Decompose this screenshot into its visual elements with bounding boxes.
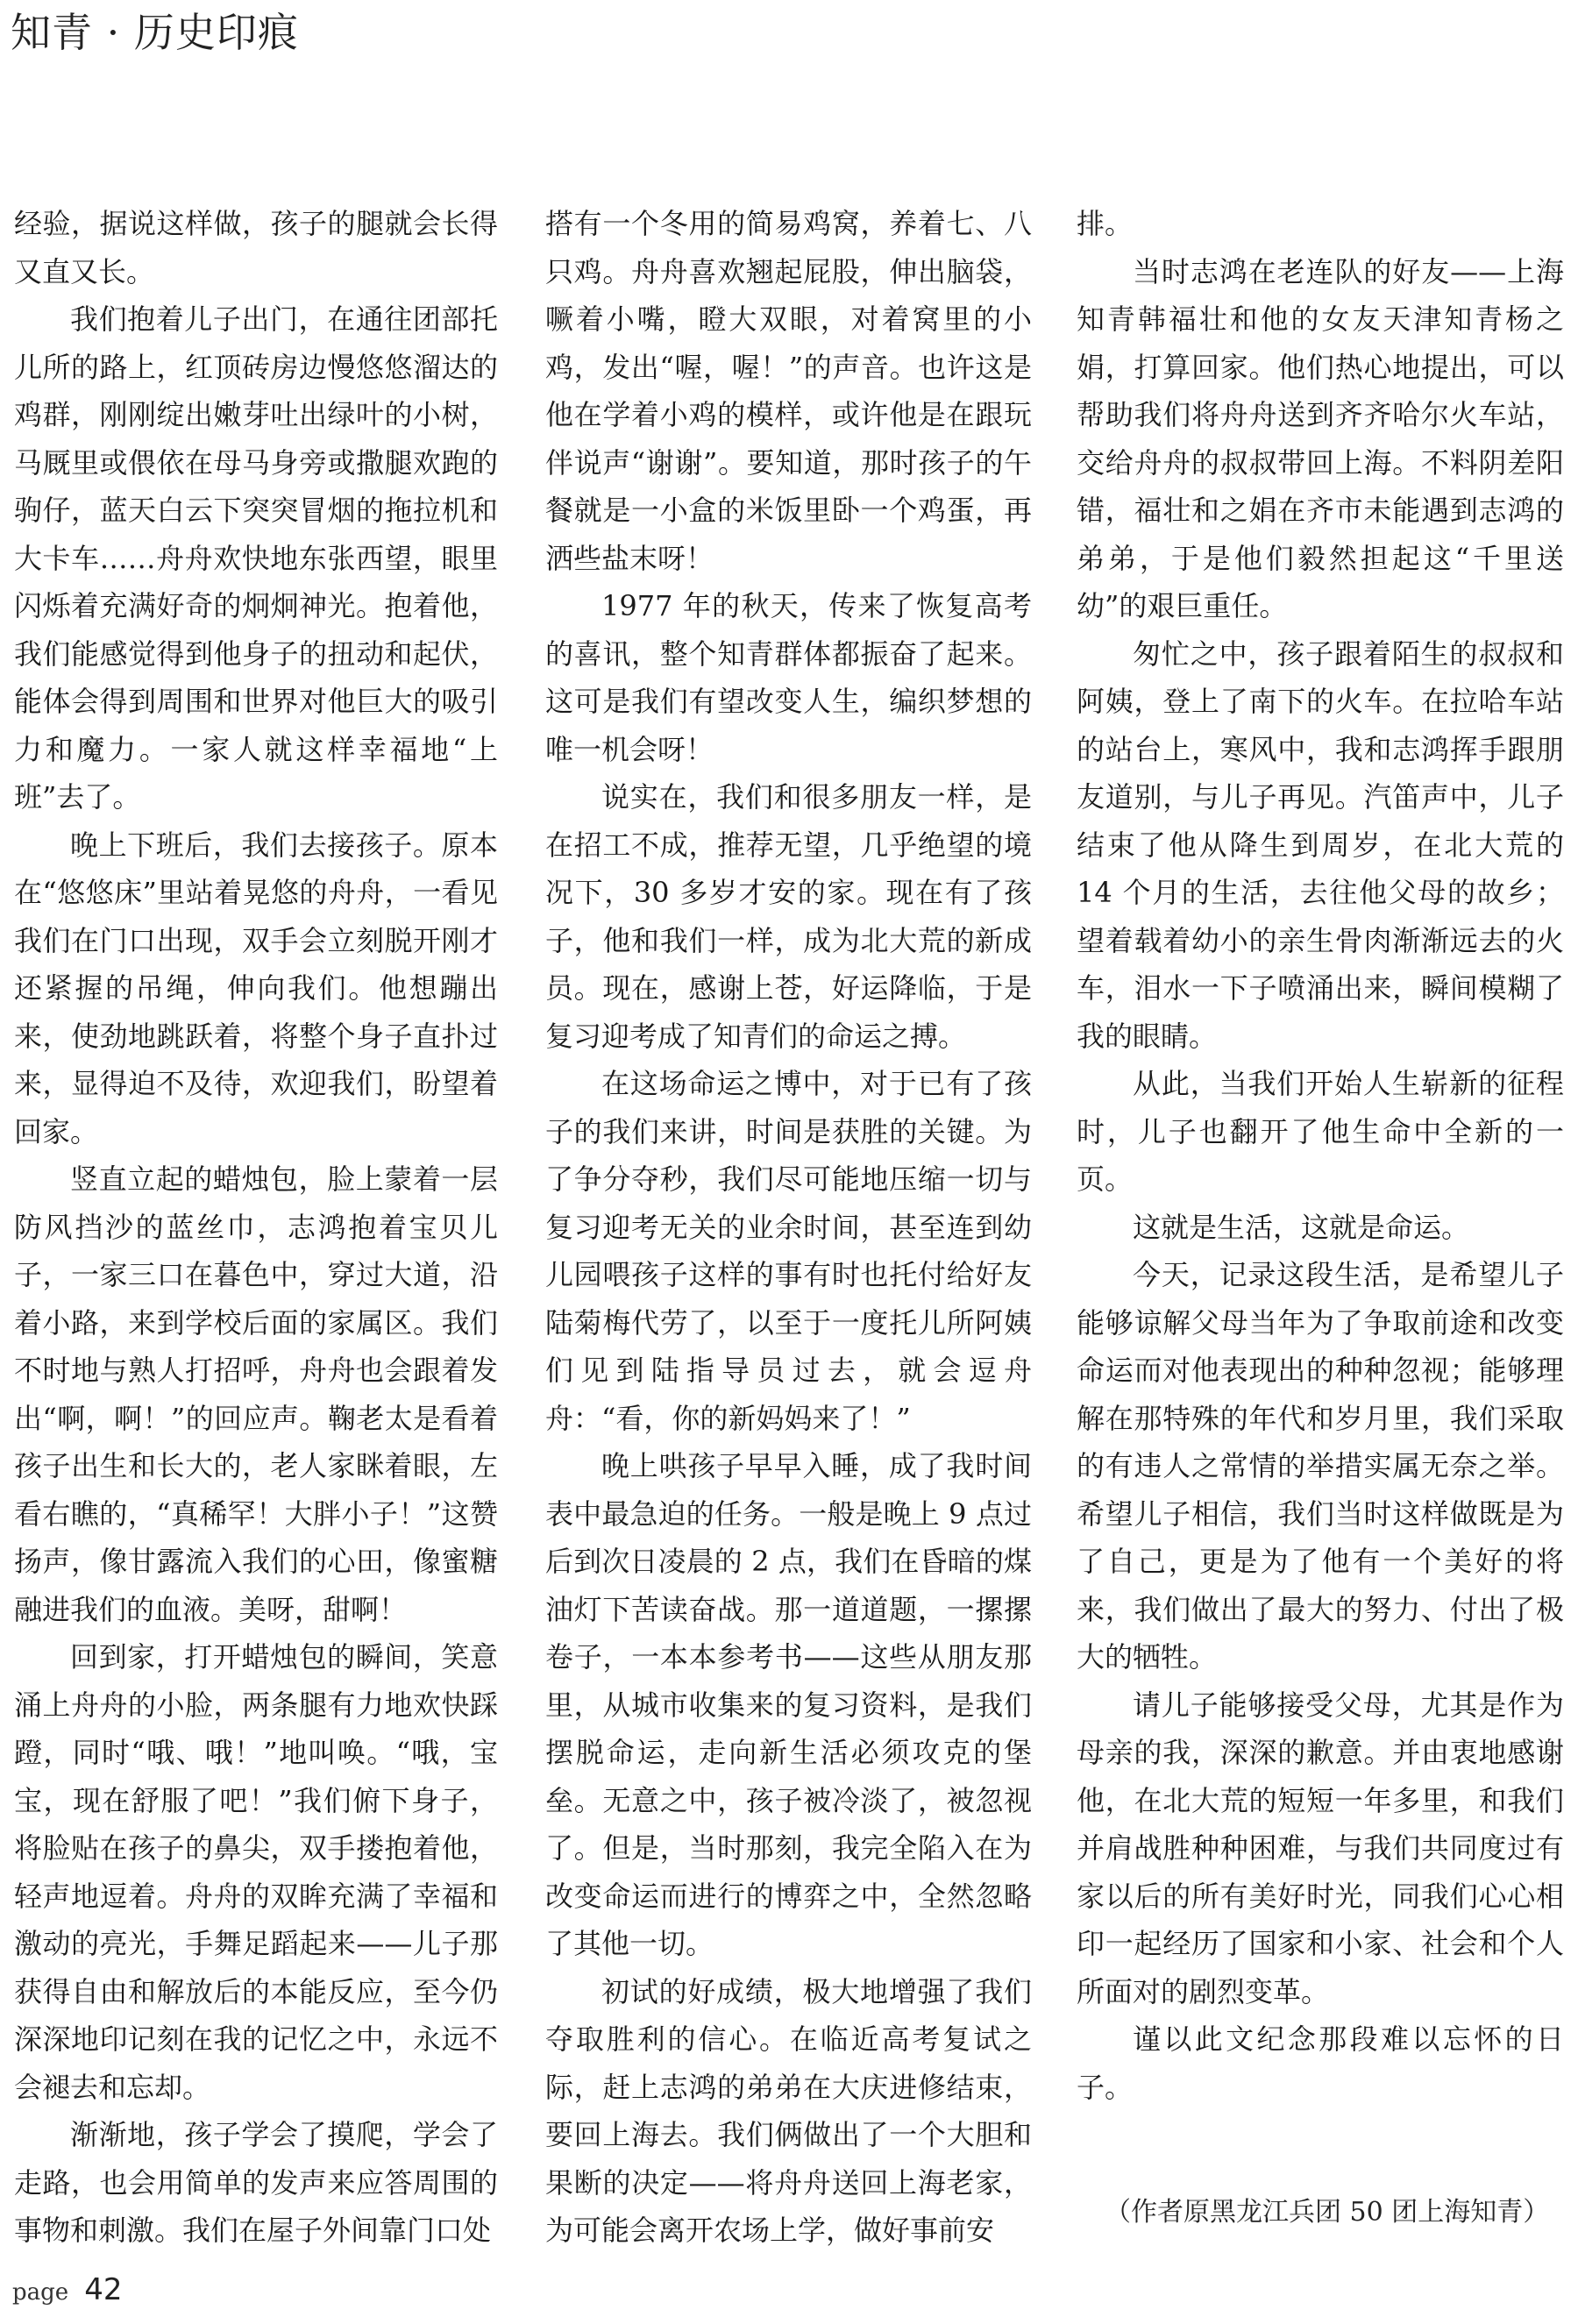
page-number: 42 — [84, 2272, 123, 2307]
article-column-3 — [1077, 200, 1564, 2111]
paragraph: 回到家，打开蜡烛包的瞬间，笑意涌上舟舟的小脸，两条腿有力地欢快踩蹬，同时“哦、哦！”地叫唤。“哦，宝宝，现在舒服了吧！”我们俯下身子，将脸贴在孩子的鼻尖，双手搂抱着他，轻声地逗着。舟舟的双眸充满了幸福和激动的亮光，手舞足蹈起来——儿子那获得自由和解放后的本能反应，至今仍深深地印记刻在我的记忆之中，永远不会褪去和忘却。 — [14, 1640, 498, 2104]
paragraph: 1977 年的秋天，传来了恢复高考的喜讯，整个知青群体都振奋了起来。这可是我们有望改变人生，编织梦想的唯一机会呀！ — [545, 589, 1032, 766]
paragraph: 请儿子能够接受父母，尤其是作为母亲的我，深深的歉意。并由衷地感谢他，在北大荒的短短一年多里，和我们并肩战胜种种困难，与我们共同度过有家以后的所有美好时光，同我们心心相印一起经历了国家和小家、社会和个人所面对的剧烈变革。 — [1077, 1688, 1564, 2008]
paragraph: 排。 — [1077, 207, 1134, 240]
paragraph: 我们抱着儿子出门，在通往团部托儿所的路上，红顶砖房边慢悠悠溜达的鸡群，刚刚绽出嫩芽吐出绿叶的小树，马厩里或偎依在母马身旁或撒腿欢跑的驹仔，蓝天白云下突突冒烟的拖拉机和大卡车……舟舟欢快地东张西望，眼里闪烁着充满好奇的炯炯神光。抱着他，我们能感觉得到他身子的扭动和起伏，能体会得到周围和世界对他巨大的吸引力和魔力。一家人就这样幸福地“上班”去了。 — [14, 302, 498, 814]
paragraph: 晚上下班后，我们去接孩子。原本在“悠悠床”里站着晃悠的舟舟，一看见我们在门口出现，双手会立刻脱开刚才还紧握的吊绳，伸向我们。他想蹦出来，使劲地跳跃着，将整个身子直扑过来，显得迫不及待，欢迎我们，盼望着回家。 — [14, 828, 498, 1148]
article-column-2 — [545, 200, 1032, 2255]
article-column-1 — [14, 200, 498, 2255]
page-label: page — [12, 2279, 69, 2306]
paragraph: 搭有一个冬用的简易鸡窝，养着七、八只鸡。舟舟喜欢翘起屁股，伸出脑袋，噘着小嘴，瞪大双眼，对着窝里的小鸡，发出“喔，喔！”的声音。也许这是他在学着小鸡的模样，或许他是在跟玩伴说声“谢谢”。要知道，那时孩子的午餐就是一小盒的米饭里卧一个鸡蛋，再洒些盐末呀！ — [545, 207, 1032, 575]
paragraph: 说实在，我们和很多朋友一样，是在招工不成，推荐无望，几乎绝望的境况下，30 多岁才安的家。现在有了孩子，他和我们一样，成为北大荒的新成员。现在，感谢上苍，好运降临，于是复习迎考成了知青们的命运之搏。 — [545, 780, 1032, 1053]
paragraph: 竖直立起的蜡烛包，脸上蒙着一层防风挡沙的蓝丝巾，志鸿抱着宝贝儿子，一家三口在暮色中，穿过大道，沿着小路，来到学校后面的家属区。我们不时地与熟人打招呼，舟舟也会跟着发出“啊，啊！”的回应声。鞠老太是看着孩子出生和长大的，老人家眯着眼，左看右瞧的，“真稀罕！大胖小子！”这赞扬声，像甘露流入我们的心田，像蜜糖融进我们的血液。美呀，甜啊！ — [14, 1162, 498, 1626]
author-byline: （作者原黑龙江兵团 50 团上海知青） — [1105, 2197, 1550, 2228]
paragraph: 初试的好成绩，极大地增强了我们夺取胜利的信心。在临近高考复试之际，赶上志鸿的弟弟在大庆进修结束，要回上海去。我们俩做出了一个大胆和果断的决定——将舟舟送回上海老家，为可能会离开农场上学，做好事前安 — [545, 1974, 1032, 2247]
paragraph: 从此，当我们开始人生崭新的征程时，儿子也翻开了他生命中全新的一页。 — [1077, 1067, 1564, 1196]
paragraph: 今天，记录这段生活，是希望儿子能够谅解父母当年为了争取前途和改变命运而对他表现出的种种忽视；能够理解在那特殊的年代和岁月里，我们采取的有违人之常情的举措实属无奈之举。希望儿子相信，我们当时这样做既是为了自己，更是为了他有一个美好的将来，我们做出了最大的努力、付出了极大的牺牲。 — [1077, 1258, 1564, 1674]
paragraph: 匆忙之中，孩子跟着陌生的叔叔和阿姨，登上了南下的火车。在拉哈车站的站台上，寒风中，我和志鸿挥手跟朋友道别，与儿子再见。汽笛声中，儿子结束了他从降生到周岁，在北大荒的 14 个月的生活，去往他父母的故乡；望着载着幼小的亲生骨肉渐渐远去的火车，泪水一下子喷涌出来，瞬间模糊了我的眼睛。 — [1077, 636, 1564, 1053]
paragraph: 渐渐地，孩子学会了摸爬，学会了走路，也会用简单的发声来应答周围的事物和刺激。我们在屋子外间靠门口处 — [14, 2118, 498, 2247]
paragraph: 在这场命运之博中，对于已有了孩子的我们来讲，时间是获胜的关键。为了争分夺秒，我们尽可能地压缩一切与复习迎考无关的业余时间，甚至连到幼儿园喂孩子这样的事有时也托付给好友陆菊梅代劳了，以至于一度托儿所阿姨们见到陆指导员过去，就会逗舟舟：“看，你的新妈妈来了！” — [545, 1067, 1032, 1435]
page-footer — [12, 2272, 122, 2307]
section-title: 知青 · 历史印痕 — [11, 9, 299, 56]
paragraph: 这就是生活，这就是命运。 — [1133, 1210, 1470, 1244]
paragraph: 晚上哄孩子早早入睡，成了我时间表中最急迫的任务。一般是晚上 9 点过后到次日凌晨的 2 点，我们在昏暗的煤油灯下苦读奋战。那一道道题，一摞摞卷子，一本本参考书——这些从朋友那里，从城市收集来的复习资料，是我们摆脱命运，走向新生活必须攻克的堡垒。无意之中，孩子被冷淡了，被忽视了。但是，当时那刻，我完全陷入在为改变命运而进行的博弈之中，全然忽略了其他一切。 — [545, 1449, 1032, 1960]
paragraph: 经验，据说这样做，孩子的腿就会长得又直又长。 — [14, 207, 498, 288]
paragraph: 谨以此文纪念那段难以忘怀的日子。 — [1077, 2022, 1564, 2104]
paragraph: 当时志鸿在老连队的好友——上海知青韩福壮和他的女友天津知青杨之娟，打算回家。他们热心地提出，可以帮助我们将舟舟送到齐齐哈尔火车站，交给舟舟的叔叔带回上海。不料阴差阳错，福壮和之娟在齐市未能遇到志鸿的弟弟，于是他们毅然担起这“千里送幼”的艰巨重任。 — [1077, 254, 1564, 622]
